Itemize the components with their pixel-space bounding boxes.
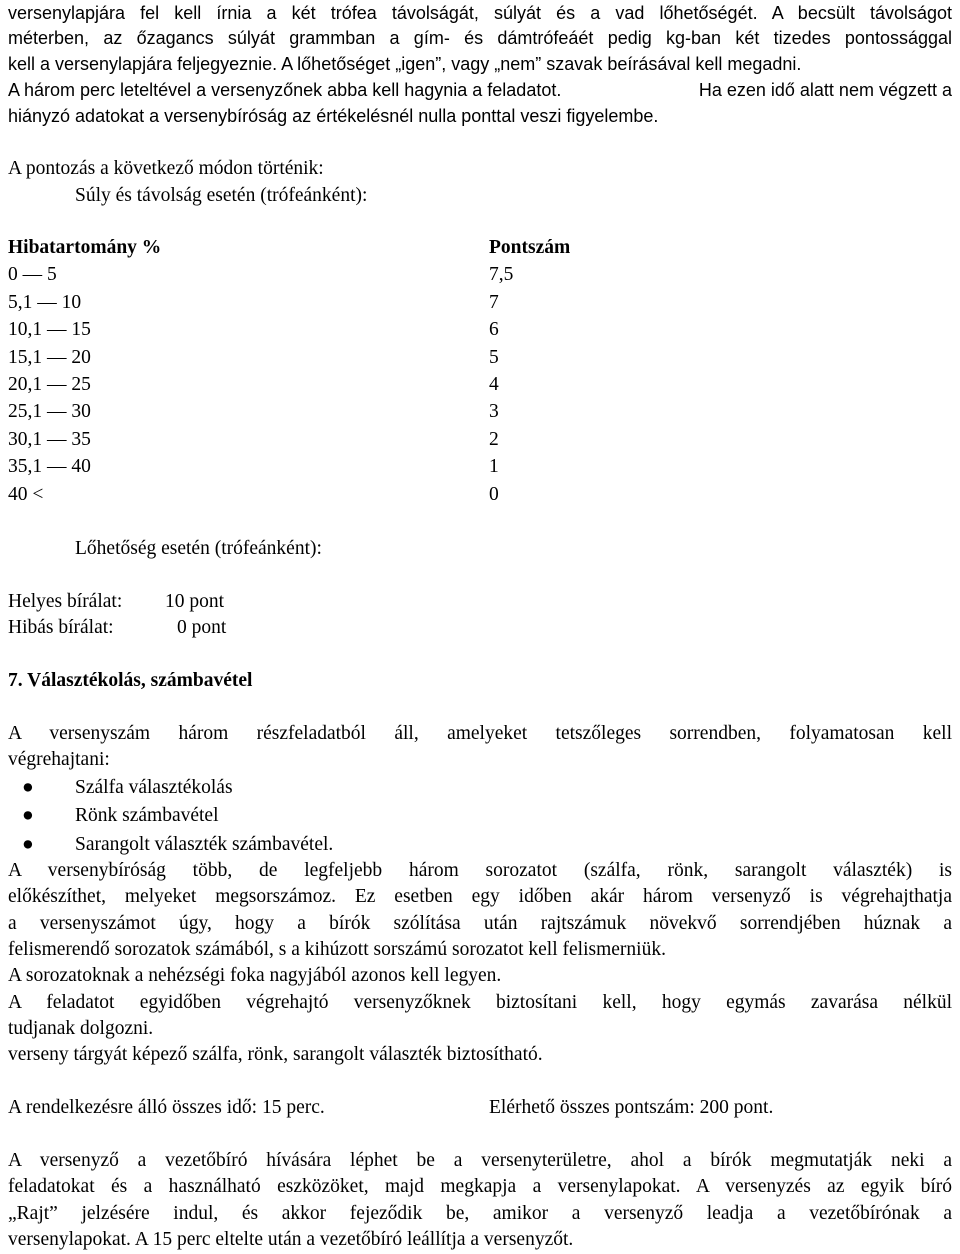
table-row — [8, 344, 960, 371]
scoring-table — [8, 234, 960, 508]
table-cell-range: 5,1 — 10 — [8, 291, 82, 313]
intro-line-2: méterben, az őzagancs súlyát grammban a gím- és dámtrófeáét pedig kg-ban két tizedes pontossággal — [8, 28, 952, 48]
table-cell-points: 4 — [489, 373, 499, 395]
total-time: A rendelkezésre álló összes idő: 15 perc. — [8, 1097, 325, 1118]
table-cell-points: 1 — [489, 456, 499, 478]
table-row — [8, 261, 960, 288]
verdict-correct-value: 10 pont — [165, 591, 225, 612]
final-line-4: versenylapokat. A 15 perc eltelte után a vezetőbíró leállítja a versenyzőt. — [8, 1229, 574, 1250]
bullet-icon: ● — [22, 834, 34, 855]
section-intro-line-2: végrehajtani: — [8, 749, 110, 770]
table-header-error-range: Hibatartomány % — [8, 237, 162, 258]
summary-row — [8, 1095, 952, 1121]
table-cell-points: 2 — [489, 428, 499, 450]
verdict-wrong-value: 0 pont — [177, 617, 227, 638]
final-line-2: feladatokat és a használható eszközöket, majd megkapja a versenylapokat. A versenyzés az egyik bíró — [8, 1176, 952, 1197]
body-line-5: A sorozatoknak a nehézségi foka nagyjából azonos kell legyen. — [8, 965, 502, 986]
body-line-8: verseny tárgyát képező szálfa, rönk, sarangolt választék biztosítható. — [8, 1044, 543, 1065]
final-line-3: „Rajt” jelzésére indul, és akkor fejeződik be, amikor a versenyző leadja a vezetőbírónak a — [8, 1203, 952, 1224]
table-cell-points: 7,5 — [489, 264, 514, 286]
table-row — [8, 453, 960, 480]
table-row — [8, 426, 960, 453]
table-cell-points: 5 — [489, 346, 499, 368]
table-cell-points: 3 — [489, 401, 499, 423]
table-cell-range: 15,1 — 20 — [8, 346, 91, 368]
bullet-icon: ● — [22, 805, 34, 826]
bullet-text: Szálfa választékolás — [75, 777, 233, 798]
body-line-3: a versenyszámot úgy, hogy a bírók szólítása után rajtszámuk növekvő sorrendjében húznak a — [8, 913, 952, 934]
table-cell-range: 0 — 5 — [8, 264, 57, 286]
scoring-intro: A pontozás a következő módon történik: — [8, 158, 324, 179]
final-line-1: A versenyző a vezetőbíró hívására léphet be a versenyterületre, ahol a bírók megmutatják neki a — [8, 1150, 952, 1171]
section-title: 7. Választékolás, számbavétel — [8, 670, 253, 691]
table-header-points: Pontszám — [489, 237, 571, 258]
table-cell-points: 7 — [489, 291, 499, 313]
table-row — [8, 289, 960, 316]
table-row — [8, 316, 960, 343]
intro-line-3: kell a versenylapjára feljegyeznie. A lőhetőséget „igen”, vagy „nem” szavak beírásával kell megadni. — [8, 54, 802, 74]
verdict-wrong — [8, 615, 952, 641]
intro-line-1: versenylapjára fel kell írnia a két trófea távolságát, súlyát és a vad lőhetőségét. A becsült távolságot — [8, 3, 952, 23]
intro-line-5: hiányzó adatokat a versenybíróság az értékelésnél nulla ponttal veszi figyelembe. — [8, 106, 659, 126]
huntability-label: Lőhetőség esetén (trófeánként): — [75, 538, 322, 559]
table-row — [8, 481, 960, 508]
verdict-correct — [8, 589, 952, 615]
table-row — [8, 371, 960, 398]
verdict-wrong-label: Hibás bírálat: — [8, 617, 114, 638]
weight-distance-label: Súly és távolság esetén (trófeánként): — [75, 185, 368, 206]
bullet-text: Rönk számbavétel — [75, 805, 219, 826]
table-cell-range: 35,1 — 40 — [8, 456, 91, 478]
table-cell-range: 30,1 — 35 — [8, 428, 91, 450]
body-line-6: A feladatot egyidőben végrehajtó versenyzőknek biztosítani kell, hogy egymás zavarása nélkül — [8, 992, 952, 1013]
body-line-4: felismerendő sorozatok számából, s a kihúzott sorszámú sorozatot kell felismerniük. — [8, 939, 666, 960]
table-cell-points: 0 — [489, 483, 499, 505]
bullet-icon: ● — [22, 777, 34, 798]
body-line-1: A versenybíróság több, de legfeljebb három sorozatot (szálfa, rönk, sarangolt választék) is — [8, 860, 952, 881]
total-points: Elérhető összes pontszám: 200 pont. — [489, 1097, 774, 1118]
intro-line-4-continuation: Ha ezen idő alatt nem végzett a — [698, 80, 952, 100]
table-cell-range: 10,1 — 15 — [8, 319, 91, 341]
table-row — [8, 398, 960, 425]
table-cell-range: 25,1 — 30 — [8, 401, 91, 423]
bullet-text: Sarangolt választék számbavétel. — [75, 834, 334, 855]
table-cell-range: 20,1 — 25 — [8, 373, 91, 395]
intro-line-4-text: A három perc leteltével a versenyzőnek abba kell hagynia a feladatot. — [8, 80, 562, 100]
table-header-row — [8, 234, 960, 261]
body-line-7: tudjanak dolgozni. — [8, 1018, 154, 1039]
table-cell-range: 40 < — [8, 483, 44, 505]
verdict-correct-label: Helyes bírálat: — [8, 591, 123, 612]
body-line-2: előkészíthet, melyeket megsorszámoz. Ez esetben egy időben akár három versenyző is végrehajthatja — [8, 886, 952, 907]
table-cell-points: 6 — [489, 319, 499, 341]
section-intro-line-1: A versenyszám három részfeladatból áll, amelyeket tetszőleges sorrendben, folyamatosan kell — [8, 723, 952, 744]
